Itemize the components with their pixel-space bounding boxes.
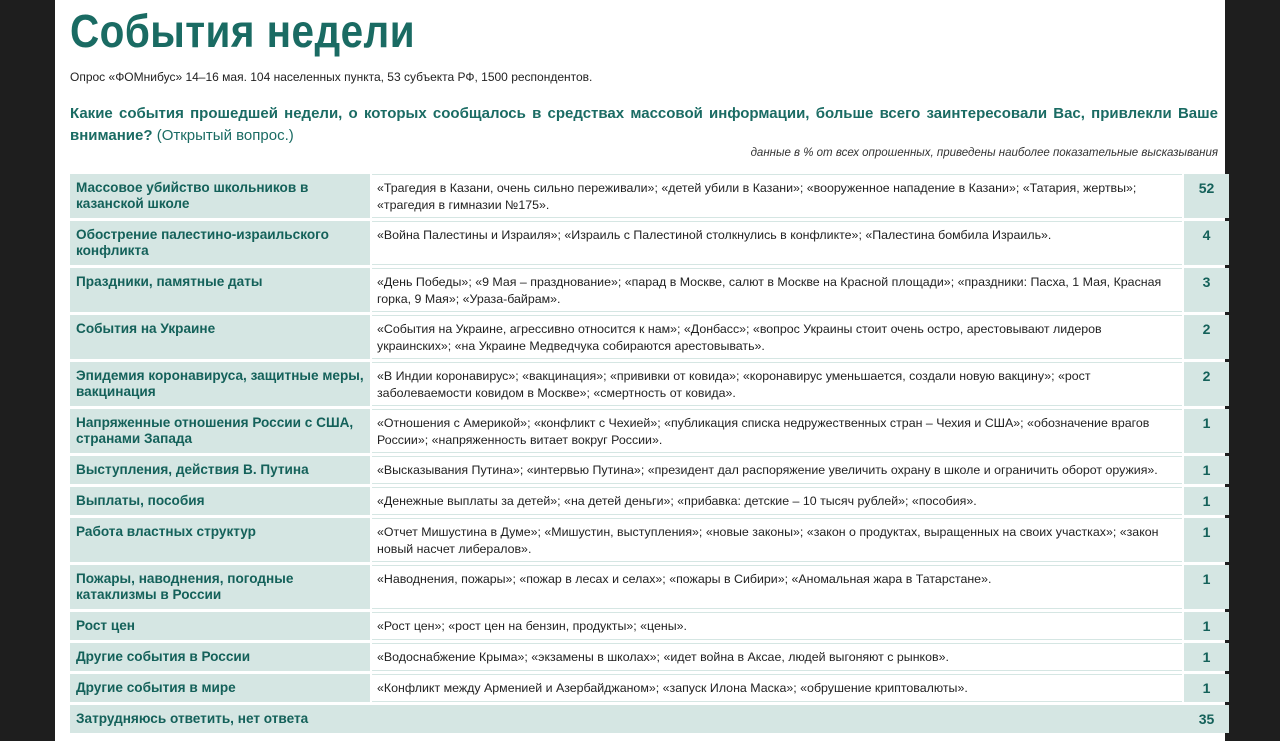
table-row [70,362,1229,406]
row-quotes: «Рост цен»; «рост цен на бензин, продукты»; «цены». [372,612,1182,640]
table-row [70,174,1229,218]
survey-question [70,103,1218,147]
page-title: События недели [70,5,416,57]
row-topic: Выступления, действия В. Путина [70,456,370,484]
row-topic: События на Украине [70,315,370,359]
table-row [70,565,1229,609]
table-row [70,315,1229,359]
row-quotes: «Война Палестины и Израиля»; «Израиль с Палестиной столкнулись в конфликте»; «Палестина бомбила Израиль». [372,221,1182,265]
row-topic: Рост цен [70,612,370,640]
row-quotes: «Денежные выплаты за детей»; «на детей деньги»; «прибавка: детские – 10 тысяч рублей»; «пособия». [372,487,1182,515]
question-text: Какие события прошедшей недели, о которых сообщалось в средствах массовой информации, больше всего заинтересовали Вас, привлекли Ваше внимание? [70,105,1218,144]
results-table [70,171,1229,736]
table-row-no-answer [70,705,1229,733]
row-topic: Эпидемия коронавируса, защитные меры, вакцинация [70,362,370,406]
table-row [70,456,1229,484]
row-value: 1 [1184,456,1229,484]
table-row [70,221,1229,265]
row-quotes: «Наводнения, пожары»; «пожар в лесах и селах»; «пожары в Сибири»; «Аномальная жара в Татарстане». [372,565,1182,609]
table-row [70,487,1229,515]
row-quotes: «Высказывания Путина»; «интервью Путина»; «президент дал распоряжение увеличить охрану в школе и ограничить оборот оружия». [372,456,1182,484]
row-topic: Другие события в мире [70,674,370,702]
row-value: 2 [1184,315,1229,359]
row-topic: Праздники, памятные даты [70,268,370,312]
row-topic: Затрудняюсь ответить, нет ответа [70,705,370,733]
survey-info: Опрос «ФОМнибус» 14–16 мая. 104 населенных пункта, 53 субъекта РФ, 1500 респондентов. [70,70,593,84]
row-topic: Обострение палестино-израильского конфликта [70,221,370,265]
row-topic: Выплаты, пособия [70,487,370,515]
data-note: данные в % от всех опрошенных, приведены наиболее показательные высказывания [750,147,1218,159]
row-value: 52 [1184,174,1229,218]
row-quotes: «Отчет Мишустина в Думе»; «Мишустин, выступления»; «новые законы»; «закон о продуктах, выращенных на своих участках»; «закон новый насчет либералов». [372,518,1182,562]
row-quotes: «День Победы»; «9 Мая – празднование»; «парад в Москве, салют в Москве на Красной площади»; «праздники: Пасха, 1 Мая, Красная горка, 9 Мая»; «Ураза-байрам». [372,268,1182,312]
row-value: 1 [1184,518,1229,562]
question-note: (Открытый вопрос.) [156,127,294,144]
table-row [70,643,1229,671]
table-row [70,518,1229,562]
row-topic: Другие события в России [70,643,370,671]
row-quotes: «Конфликт между Арменией и Азербайджаном»; «запуск Илона Маска»; «обрушение криптовалюты». [372,674,1182,702]
row-topic: Работа властных структур [70,518,370,562]
row-value: 35 [1184,705,1229,733]
table-row [70,409,1229,453]
row-value: 4 [1184,221,1229,265]
row-topic: Массовое убийство школьников в казанской школе [70,174,370,218]
row-value: 1 [1184,612,1229,640]
row-quotes: «События на Украине, агрессивно относится к нам»; «Донбасс»; «вопрос Украины стоит очень остро, арестовывают лидеров украинских»; «на Украине Медведчука собираются арестовывать». [372,315,1182,359]
row-topic: Пожары, наводнения, погодные катаклизмы в России [70,565,370,609]
row-value: 1 [1184,409,1229,453]
row-value: 1 [1184,487,1229,515]
row-topic: Напряженные отношения России с США, странами Запада [70,409,370,453]
row-value: 2 [1184,362,1229,406]
row-quotes: «Трагедия в Казани, очень сильно переживали»; «детей убили в Казани»; «вооруженное нападение в Казани»; «Татария, жертвы»; «трагедия в гимназии №175». [372,174,1182,218]
row-value: 3 [1184,268,1229,312]
report-page [55,0,1225,741]
table-row [70,268,1229,312]
row-quotes: «Отношения с Америкой»; «конфликт с Чехией»; «публикация списка недружественных стран – Чехия и США»; «обозначение врагов России»; «напряженность витает вокруг России». [372,409,1182,453]
table-row [70,612,1229,640]
table-row [70,674,1229,702]
row-value: 1 [1184,565,1229,609]
row-value: 1 [1184,674,1229,702]
row-value: 1 [1184,643,1229,671]
row-quotes: «В Индии коронавирус»; «вакцинация»; «прививки от ковида»; «коронавирус уменьшается, создали новую вакцину»; «рост заболеваемости ковидом в Москве»; «смертность от ковида». [372,362,1182,406]
row-quotes: «Водоснабжение Крыма»; «экзамены в школах»; «идет война в Аксае, людей выгоняют с рынков». [372,643,1182,671]
